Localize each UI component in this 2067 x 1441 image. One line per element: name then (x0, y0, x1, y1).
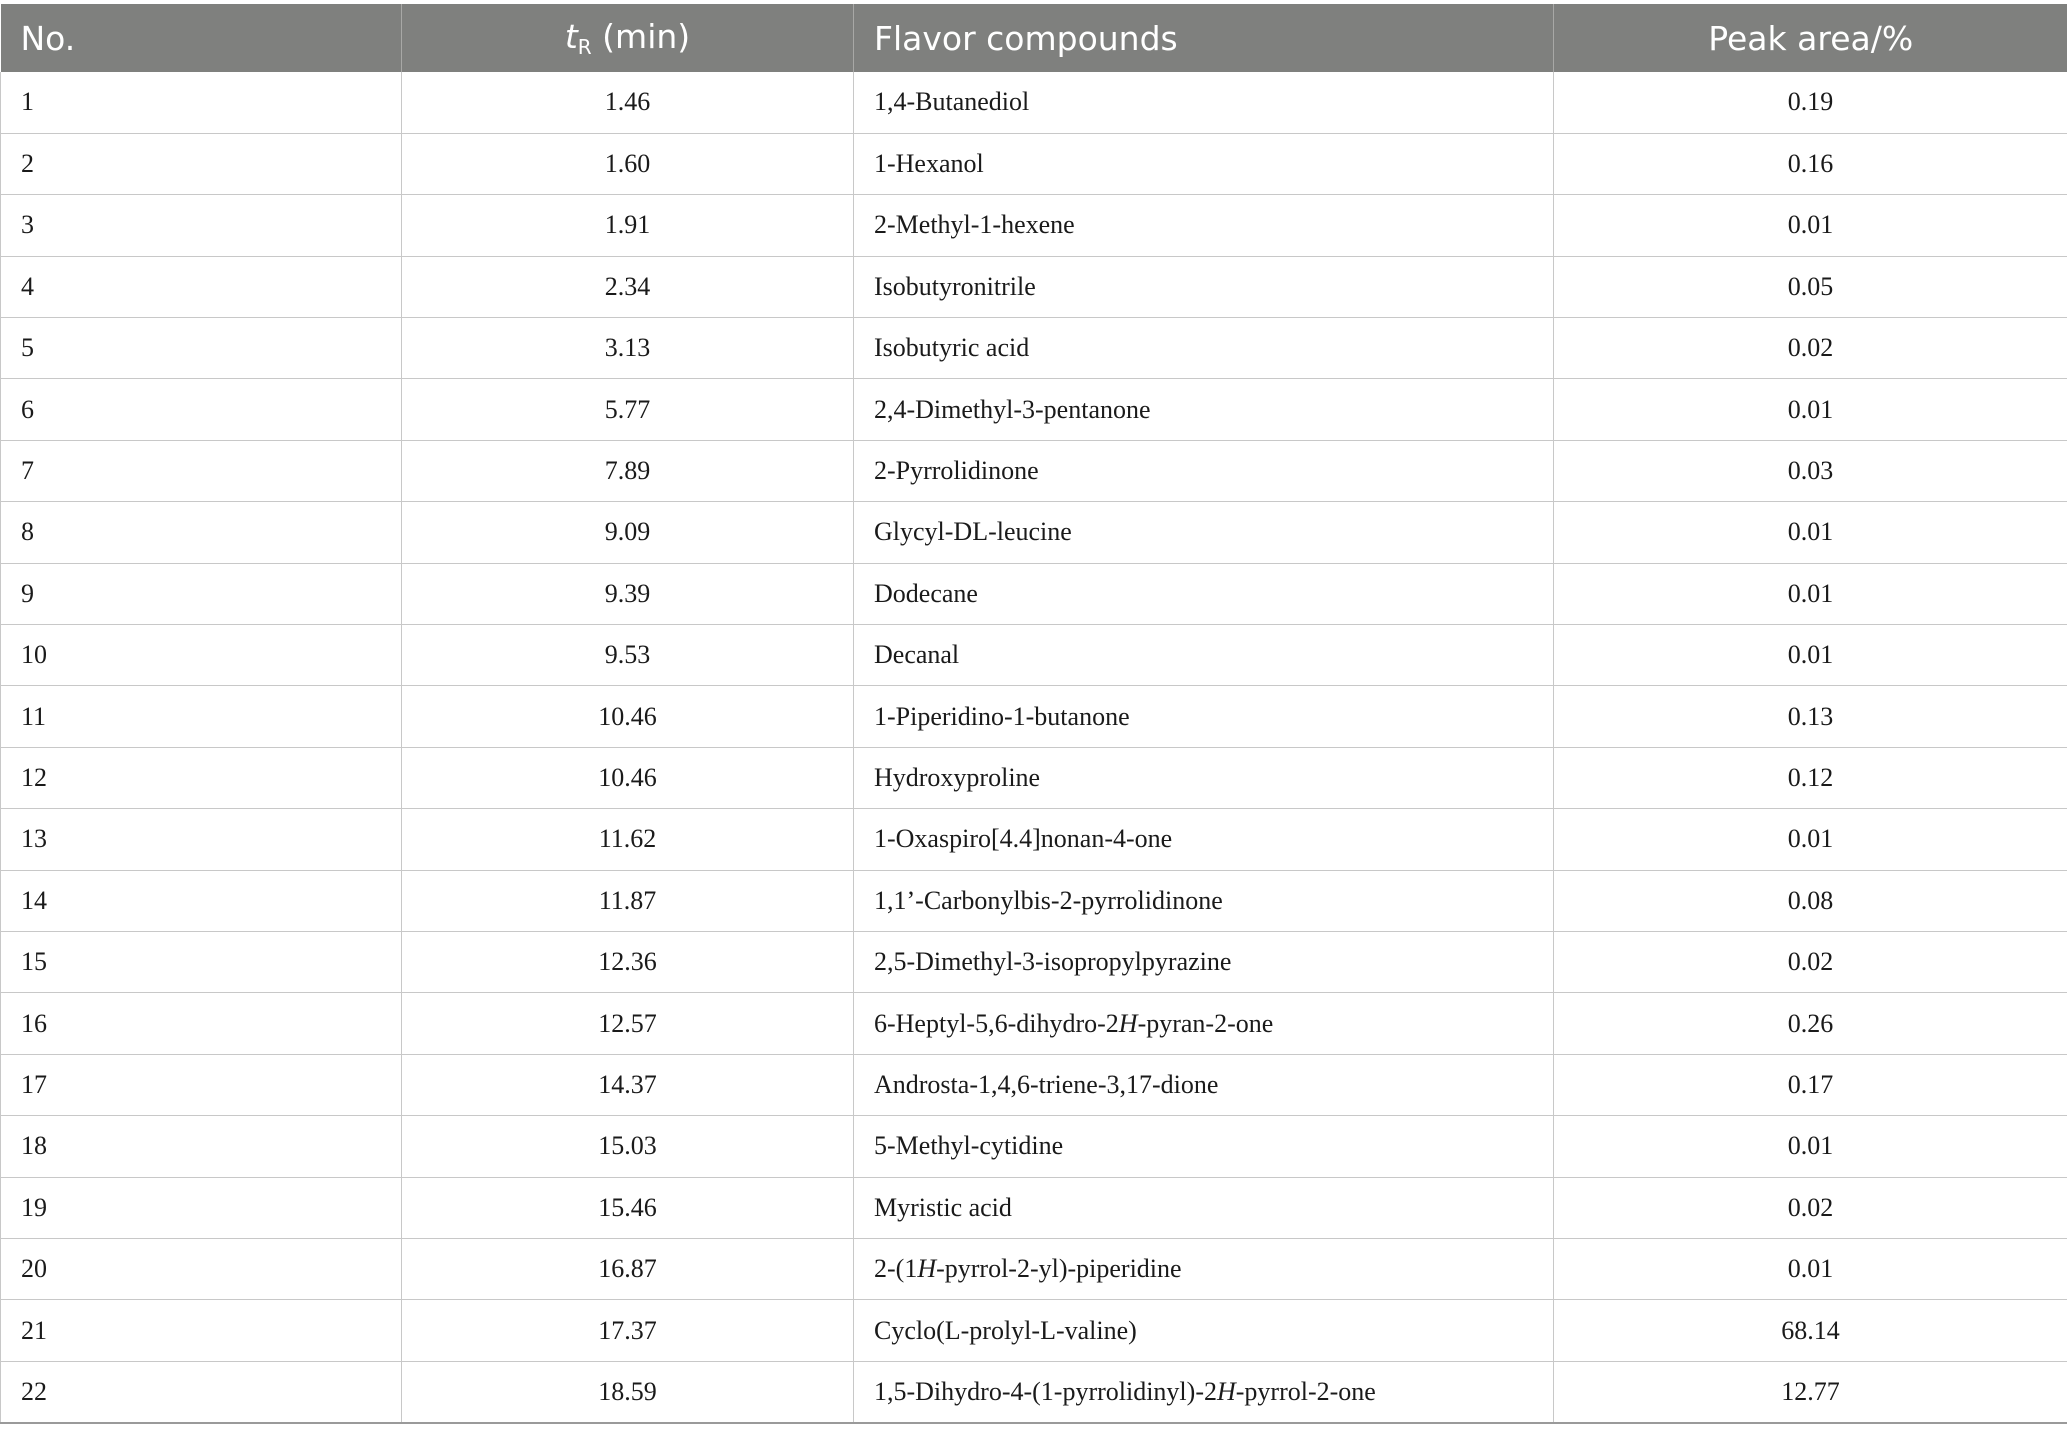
cell-retention-time: 12.36 (402, 931, 854, 992)
cell-compound (854, 747, 1554, 808)
cell-compound (854, 256, 1554, 317)
cell-peak-area: 0.05 (1554, 256, 2067, 317)
table-body (1, 72, 2067, 1423)
cell-no: 16 (1, 993, 402, 1054)
compound-name-part: -pyrrol-2-one (1235, 1376, 1376, 1406)
cell-no: 15 (1, 931, 402, 992)
cell-no: 22 (1, 1361, 402, 1422)
compound-name-part: Myristic acid (874, 1192, 1012, 1222)
cell-peak-area: 0.01 (1554, 625, 2067, 686)
header-no: No. (20, 18, 76, 58)
header-peak-area: Peak area/% (1554, 4, 2067, 72)
cell-no: 13 (1, 809, 402, 870)
cell-compound (854, 625, 1554, 686)
table-row (1, 931, 2067, 992)
header-tr-symbol: t (564, 17, 578, 56)
cell-no: 8 (1, 502, 402, 563)
compound-name-part: 1-Piperidino-1-butanone (874, 701, 1130, 731)
cell-compound (854, 379, 1554, 440)
cell-retention-time: 1.46 (402, 72, 854, 133)
cell-peak-area: 0.12 (1554, 747, 2067, 808)
header-tr-unit: (min) (591, 17, 691, 56)
table-row (1, 1116, 2067, 1177)
cell-retention-time: 7.89 (402, 440, 854, 501)
cell-peak-area: 0.02 (1554, 931, 2067, 992)
compound-name-italic-part: H (1118, 1008, 1138, 1038)
cell-no: 1 (1, 72, 402, 133)
compound-name-part: 1-Hexanol (874, 149, 984, 179)
cell-retention-time: 10.46 (402, 747, 854, 808)
cell-peak-area: 0.01 (1554, 1238, 2067, 1299)
flavor-compounds-table (0, 4, 2067, 1424)
cell-retention-time: 11.62 (402, 809, 854, 870)
cell-compound (854, 502, 1554, 563)
cell-compound (854, 563, 1554, 624)
cell-peak-area: 0.08 (1554, 870, 2067, 931)
table-row (1, 256, 2067, 317)
cell-compound (854, 1177, 1554, 1238)
cell-peak-area: 0.26 (1554, 993, 2067, 1054)
compound-name-part: Isobutyric acid (874, 333, 1030, 363)
table-row (1, 993, 2067, 1054)
cell-retention-time: 9.39 (402, 563, 854, 624)
cell-no: 18 (1, 1116, 402, 1177)
cell-no: 6 (1, 379, 402, 440)
flavor-compounds-table-container (0, 4, 2067, 1424)
compound-name-part: Isobutyronitrile (874, 271, 1036, 301)
cell-retention-time: 16.87 (402, 1238, 854, 1299)
cell-no: 3 (1, 195, 402, 256)
compound-name-part: 2-(1 (874, 1254, 918, 1284)
cell-retention-time: 12.57 (402, 993, 854, 1054)
cell-compound (854, 1238, 1554, 1299)
cell-compound (854, 440, 1554, 501)
cell-retention-time: 3.13 (402, 318, 854, 379)
cell-compound (854, 195, 1554, 256)
cell-peak-area: 0.19 (1554, 72, 2067, 133)
cell-no: 11 (1, 686, 402, 747)
cell-peak-area: 0.02 (1554, 1177, 2067, 1238)
cell-peak-area: 12.77 (1554, 1361, 2067, 1422)
cell-compound (854, 1116, 1554, 1177)
compound-name-part: Cyclo(L-prolyl-L-valine) (874, 1315, 1137, 1345)
cell-compound (854, 686, 1554, 747)
compound-name-part: 2-Methyl-1-hexene (874, 210, 1075, 240)
cell-peak-area: 0.01 (1554, 1116, 2067, 1177)
table-row (1, 195, 2067, 256)
table-row (1, 133, 2067, 194)
table-row (1, 1361, 2067, 1422)
compound-name-part: 1,1’-Carbonylbis-2-pyrrolidinone (874, 885, 1223, 915)
cell-retention-time: 18.59 (402, 1361, 854, 1422)
cell-no: 5 (1, 318, 402, 379)
compound-name-italic-part: H (1216, 1376, 1236, 1406)
compound-name-part: 6-Heptyl-5,6-dihydro-2 (874, 1008, 1119, 1038)
compound-name-part: -pyran-2-one (1137, 1008, 1274, 1038)
compound-name-part: Glycyl-DL-leucine (874, 517, 1072, 547)
cell-peak-area: 68.14 (1554, 1300, 2067, 1361)
compound-name-part: -pyrrol-2-yl)-piperidine (936, 1254, 1182, 1284)
cell-peak-area: 0.01 (1554, 809, 2067, 870)
compound-name-part: Dodecane (874, 578, 978, 608)
cell-retention-time: 17.37 (402, 1300, 854, 1361)
cell-no: 20 (1, 1238, 402, 1299)
cell-compound (854, 133, 1554, 194)
table-row (1, 318, 2067, 379)
cell-peak-area: 0.01 (1554, 195, 2067, 256)
table-header (1, 4, 2067, 72)
compound-name-italic-part: H (917, 1254, 937, 1284)
compound-name-part: 2-Pyrrolidinone (874, 456, 1039, 486)
cell-compound (854, 318, 1554, 379)
table-row (1, 625, 2067, 686)
header-flavor-compounds: Flavor compounds (854, 4, 1554, 72)
cell-no: 12 (1, 747, 402, 808)
cell-no: 19 (1, 1177, 402, 1238)
cell-retention-time: 9.53 (402, 625, 854, 686)
table-row (1, 809, 2067, 870)
cell-compound (854, 1054, 1554, 1115)
cell-peak-area: 0.03 (1554, 440, 2067, 501)
cell-retention-time: 15.03 (402, 1116, 854, 1177)
cell-no: 14 (1, 870, 402, 931)
cell-retention-time: 1.91 (402, 195, 854, 256)
table-row (1, 1300, 2067, 1361)
table-row (1, 440, 2067, 501)
table-row (1, 502, 2067, 563)
cell-no: 9 (1, 563, 402, 624)
cell-retention-time: 14.37 (402, 1054, 854, 1115)
cell-retention-time: 15.46 (402, 1177, 854, 1238)
compound-name-part: Androsta-1,4,6-triene-3,17-dione (874, 1069, 1219, 1099)
cell-retention-time: 2.34 (402, 256, 854, 317)
cell-compound (854, 809, 1554, 870)
cell-no: 21 (1, 1300, 402, 1361)
cell-compound (854, 72, 1554, 133)
compound-name-part: 2,5-Dimethyl-3-isopropylpyrazine (874, 947, 1232, 977)
cell-compound (854, 1300, 1554, 1361)
table-row (1, 686, 2067, 747)
table-row (1, 379, 2067, 440)
cell-retention-time: 1.60 (402, 133, 854, 194)
cell-peak-area: 0.16 (1554, 133, 2067, 194)
table-row (1, 563, 2067, 624)
table-row (1, 1177, 2067, 1238)
cell-peak-area: 0.13 (1554, 686, 2067, 747)
cell-peak-area: 0.01 (1554, 563, 2067, 624)
cell-peak-area: 0.01 (1554, 379, 2067, 440)
header-row (1, 4, 2067, 72)
cell-peak-area: 0.17 (1554, 1054, 2067, 1115)
cell-no: 7 (1, 440, 402, 501)
cell-compound (854, 870, 1554, 931)
table-row (1, 1054, 2067, 1115)
compound-name-part: 2,4-Dimethyl-3-pentanone (874, 394, 1151, 424)
cell-no: 10 (1, 625, 402, 686)
cell-compound (854, 1361, 1554, 1422)
compound-name-part: 1-Oxaspiro[4.4]nonan-4-one (874, 824, 1173, 854)
cell-retention-time: 10.46 (402, 686, 854, 747)
compound-name-part: Decanal (874, 640, 960, 670)
cell-no: 4 (1, 256, 402, 317)
cell-no: 17 (1, 1054, 402, 1115)
cell-compound (854, 931, 1554, 992)
cell-compound (854, 993, 1554, 1054)
table-row (1, 747, 2067, 808)
compound-name-part: Hydroxyproline (874, 762, 1041, 792)
cell-no: 2 (1, 133, 402, 194)
header-tr-subscript: R (577, 35, 592, 59)
compound-name-part: 1,4-Butanediol (874, 87, 1030, 117)
cell-peak-area: 0.02 (1554, 318, 2067, 379)
header-retention-time (402, 4, 854, 72)
compound-name-part: 5-Methyl-cytidine (874, 1131, 1064, 1161)
table-row (1, 72, 2067, 133)
table-row (1, 1238, 2067, 1299)
compound-name-part: 1,5-Dihydro-4-(1-pyrrolidinyl)-2 (874, 1376, 1217, 1406)
cell-peak-area: 0.01 (1554, 502, 2067, 563)
cell-retention-time: 11.87 (402, 870, 854, 931)
cell-retention-time: 5.77 (402, 379, 854, 440)
cell-retention-time: 9.09 (402, 502, 854, 563)
table-row (1, 870, 2067, 931)
